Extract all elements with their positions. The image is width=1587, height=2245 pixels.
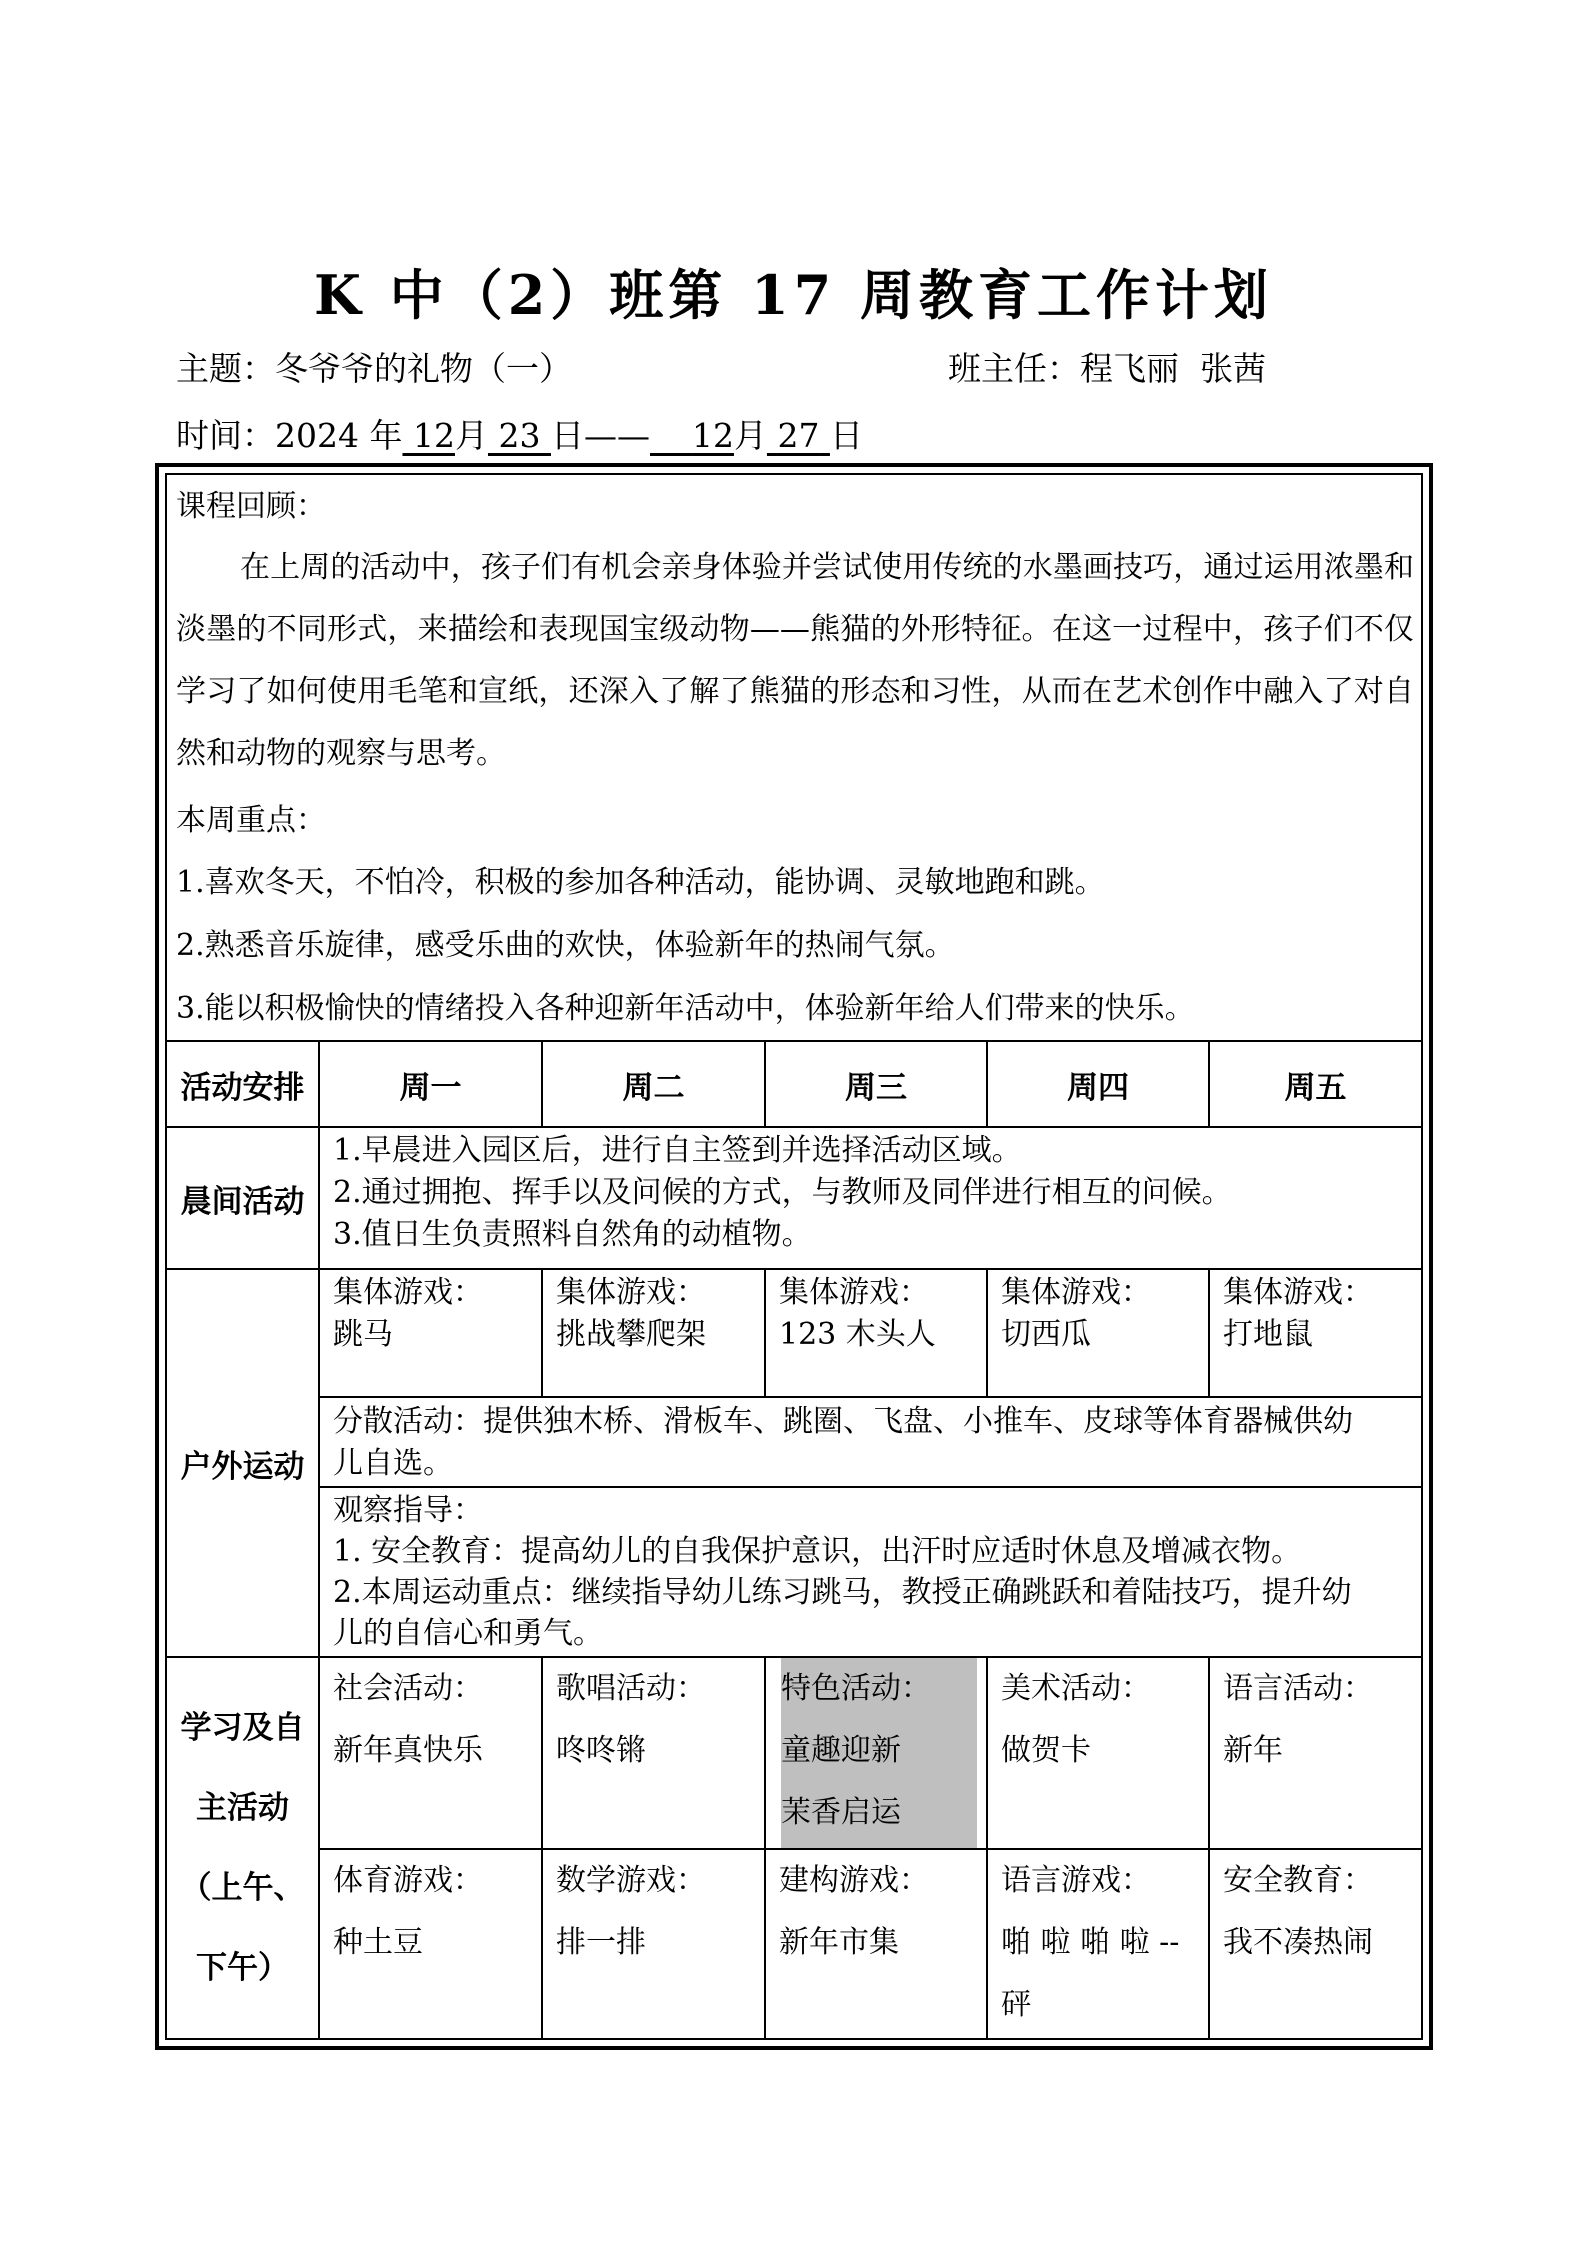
- day-header-mon: 周一: [399, 1069, 462, 1106]
- focus-item-3: 3.能以积极愉快的情绪投入各种迎新年活动中，体验新年给人们带来的快乐。: [176, 991, 1195, 1026]
- morning-line-3: 3.值日生负责照料自然角的动植物。: [333, 1217, 812, 1252]
- review-heading: 课程回顾：: [176, 489, 326, 524]
- year: 2024 年: [275, 416, 403, 455]
- guide-line-3: 儿的自信心和勇气。: [333, 1616, 603, 1651]
- learning-label: [167, 1658, 318, 2038]
- learning-label-line-3: （上午、: [180, 1870, 305, 1906]
- game-name: 切西瓜: [1001, 1317, 1091, 1352]
- activity-type: 体育游戏：: [333, 1863, 483, 1898]
- free-activity-line-2: 儿自选。: [333, 1446, 453, 1481]
- guide-line-2: 2.本周运动重点：继续指导幼儿练习跳马，教授正确跳跃和着陆技巧，提升幼: [333, 1575, 1352, 1610]
- game-name: 跳马: [333, 1317, 393, 1352]
- activity-name-2: 茉香启运: [781, 1795, 901, 1830]
- schedule-corner-label: 活动安排: [180, 1069, 305, 1106]
- morning-label: 晨间活动: [180, 1183, 305, 1220]
- rule-day-2c: [764, 1656, 766, 2040]
- outdoor-label: 户外运动: [180, 1448, 305, 1485]
- rule-day-4b: [1208, 1268, 1210, 1398]
- learning-cell-mon-2: [333, 1850, 483, 1974]
- teacher-names: 程飞丽 张茜: [1080, 349, 1266, 388]
- game-type: 集体游戏：: [556, 1275, 706, 1310]
- activity-name-2: 砰: [1001, 1987, 1031, 2022]
- learning-cell-thu-2: [1001, 1850, 1179, 2036]
- day-header-thu: 周四: [1067, 1069, 1129, 1106]
- day-header-tue: 周二: [622, 1069, 685, 1106]
- review-paragraph: 在上周的活动中，孩子们有机会亲身体验并尝试使用传统的水墨画技巧，通过运用浓墨和淡墨的不同形式，来描绘和表现国宝级动物——熊猫的外形特征。在这一过程中，孩子们不仅学习了如何使用毛笔和宣纸，还深入了解了熊猫的形态和习性，从而在艺术创作中融入了对自然和动物的观察与思考。: [176, 550, 1414, 771]
- rule-day-4c: [1208, 1656, 1210, 2040]
- theme-label: 主题：: [176, 349, 275, 388]
- page-title: K 中（2）班第 17 周教育工作计划: [313, 263, 1274, 327]
- outdoor-game-tue: [556, 1272, 706, 1356]
- game-type: 集体游戏：: [333, 1275, 483, 1310]
- focus-item-2: 2.熟悉音乐旋律，感受乐曲的欢快，体验新年的热闹气氛。: [176, 928, 955, 963]
- activity-name: 咚咚锵: [556, 1733, 646, 1768]
- day-header-fri: 周五: [1284, 1069, 1347, 1106]
- day-header-wed: 周三: [845, 1069, 907, 1106]
- month-char-2: 月: [733, 416, 767, 455]
- activity-type: 安全教育：: [1223, 1863, 1373, 1898]
- outdoor-game-fri: [1223, 1272, 1373, 1356]
- activity-name: 童趣迎新: [781, 1733, 901, 1768]
- game-type: 集体游戏：: [779, 1275, 929, 1310]
- learning-label-line-1: 学习及自: [180, 1710, 305, 1746]
- learning-cell-wed-2: [779, 1850, 929, 1974]
- focus-item-1: 1.喜欢冬天，不怕冷，积极的参加各种活动，能协调、灵敏地跑和跳。: [176, 865, 1105, 900]
- end-month: 12: [691, 416, 734, 455]
- rule-label-column: [318, 1040, 320, 2040]
- end-day: 27: [777, 416, 820, 455]
- theme-value: 冬爷爷的礼物（一）: [275, 349, 572, 388]
- activity-name: 种土豆: [333, 1925, 423, 1960]
- range-dash: ——: [583, 416, 650, 455]
- outdoor-game-thu: [1001, 1272, 1151, 1356]
- game-type: 集体游戏：: [1001, 1275, 1151, 1310]
- rule-day-1c: [541, 1656, 543, 2040]
- learning-label-line-2: 主活动: [196, 1790, 289, 1826]
- rule-after-morning: [165, 1268, 1423, 1270]
- rule-day-3b: [986, 1268, 988, 1398]
- activity-type: 美术活动：: [1001, 1671, 1151, 1706]
- rule-day-2b: [764, 1268, 766, 1398]
- focus-heading: 本周重点：: [176, 803, 326, 838]
- guide-heading: 观察指导：: [333, 1493, 483, 1528]
- day-char-1: 日: [550, 416, 584, 455]
- month-char-1: 月: [454, 416, 488, 455]
- activity-type: 社会活动：: [333, 1671, 483, 1706]
- theme-line: [176, 345, 572, 393]
- teacher-line: [948, 345, 1266, 393]
- learning-cell-mon-1: [333, 1658, 483, 1782]
- activity-name: 新年市集: [779, 1925, 899, 1960]
- time-line: [176, 412, 863, 460]
- activity-name: 新年: [1223, 1733, 1283, 1768]
- learning-cell-wed-1: [781, 1658, 931, 1844]
- game-name: 挑战攀爬架: [556, 1317, 706, 1352]
- activity-name: 新年真快乐: [333, 1733, 483, 1768]
- activity-type: 特色活动：: [781, 1671, 931, 1706]
- morning-line-2: 2.通过拥抱、挥手以及问候的方式，与教师及同伴进行相互的问候。: [333, 1175, 1232, 1210]
- morning-line-1: 1.早晨进入园区后，进行自主签到并选择活动区域。: [333, 1133, 1022, 1168]
- guide-line-1: 1. 安全教育：提高幼儿的自我保护意识，出汗时应适时休息及增减衣物。: [333, 1534, 1302, 1569]
- rule-after-days: [165, 1126, 1423, 1128]
- activity-type: 歌唱活动：: [556, 1671, 706, 1706]
- outdoor-game-mon: [333, 1272, 483, 1356]
- rule-after-games: [318, 1396, 1423, 1398]
- activity-type: 建构游戏：: [779, 1863, 929, 1898]
- activity-type: 语言游戏：: [1001, 1863, 1151, 1898]
- free-activity-line-1: 分散活动：提供独木桥、滑板车、跳圈、飞盘、小推车、皮球等体育器械供幼: [333, 1404, 1353, 1439]
- time-label: 时间：: [176, 416, 275, 455]
- learning-cell-fri-1: [1223, 1658, 1373, 1782]
- activity-type: 语言活动：: [1223, 1671, 1373, 1706]
- start-day: 23: [498, 416, 541, 455]
- activity-name: 排一排: [556, 1925, 646, 1960]
- learning-label-line-4: 下午）: [196, 1950, 289, 1986]
- start-month: 12: [412, 416, 455, 455]
- game-name: 123 木头人: [779, 1317, 936, 1352]
- activity-name: 我不凑热闹: [1223, 1925, 1373, 1960]
- rule-after-free: [318, 1486, 1423, 1488]
- teacher-label: 班主任：: [948, 349, 1080, 388]
- learning-cell-tue-1: [556, 1658, 706, 1782]
- day-char-2: 日: [829, 416, 863, 455]
- activity-type: 数学游戏：: [556, 1863, 706, 1898]
- outdoor-game-wed: [779, 1272, 936, 1356]
- activity-name: 做贺卡: [1001, 1733, 1091, 1768]
- activity-name: 啪 啦 啪 啦 --: [1001, 1925, 1180, 1960]
- game-name: 打地鼠: [1223, 1317, 1313, 1352]
- learning-cell-thu-1: [1001, 1658, 1151, 1782]
- learning-cell-fri-2: [1223, 1850, 1373, 1974]
- rule-day-3c: [986, 1656, 988, 2040]
- rule-day-1b: [541, 1268, 543, 1398]
- learning-cell-tue-2: [556, 1850, 706, 1974]
- game-type: 集体游戏：: [1223, 1275, 1373, 1310]
